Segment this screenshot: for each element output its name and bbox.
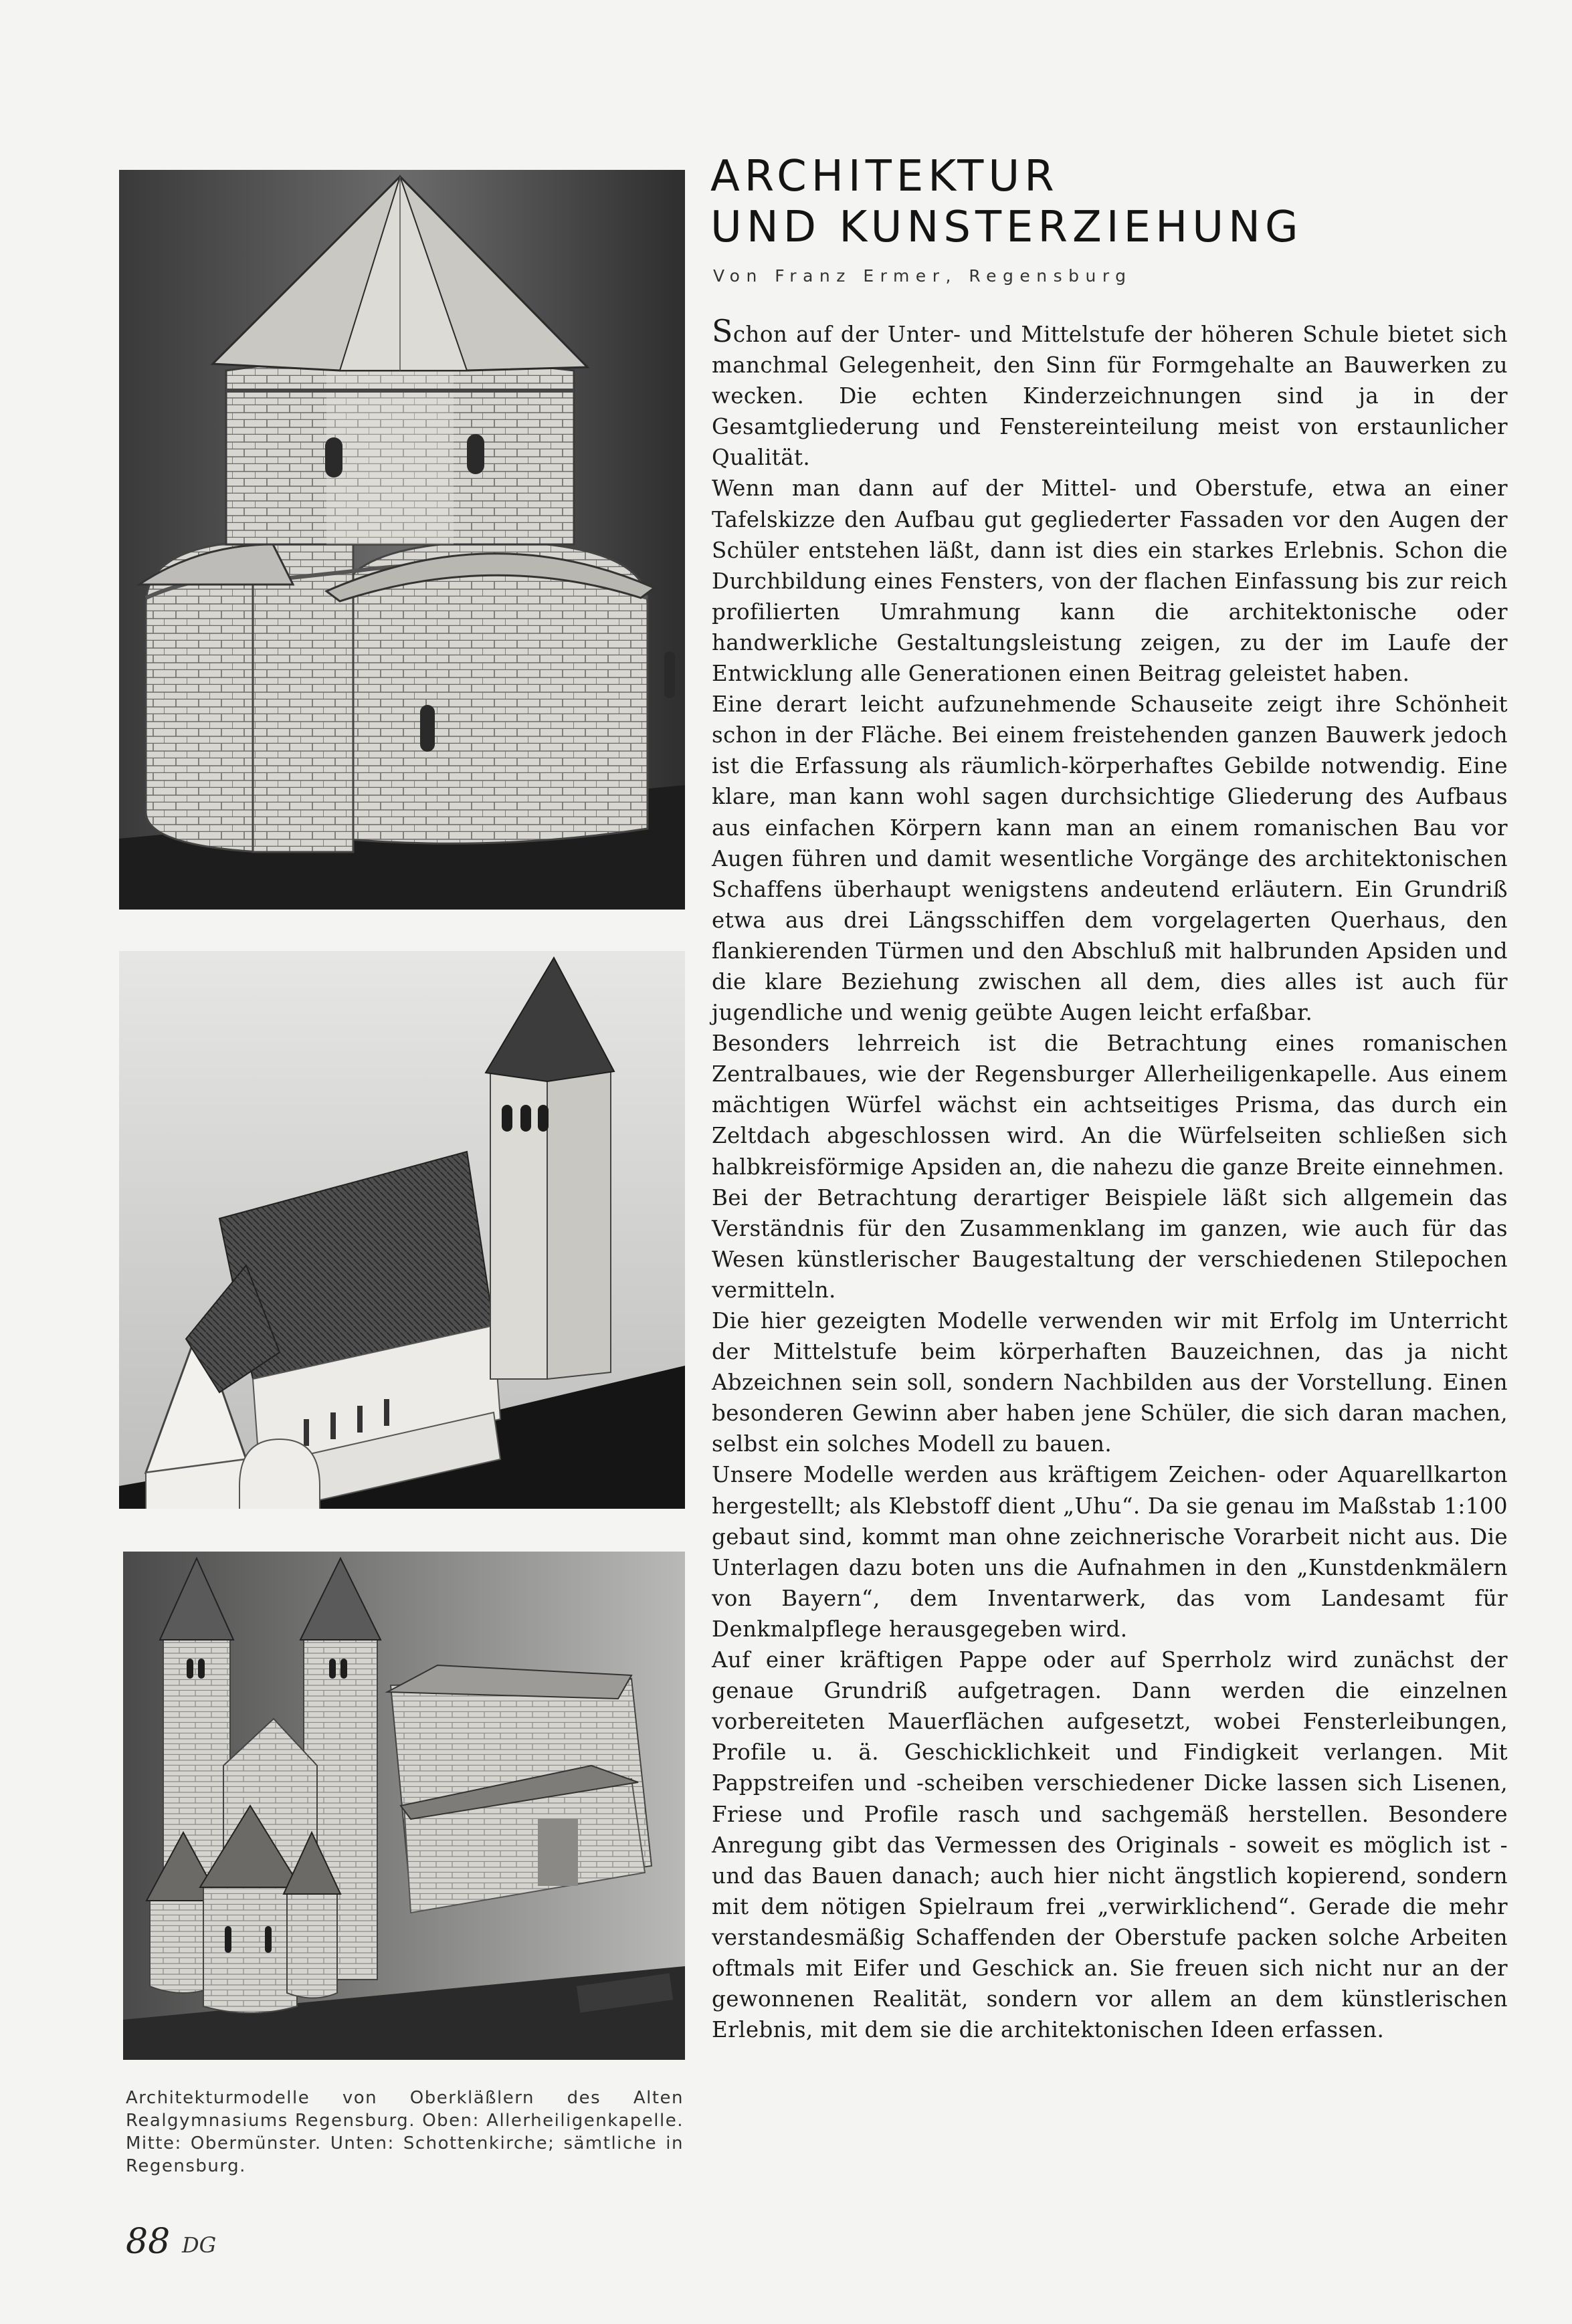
page-number: 88 — [126, 2222, 171, 2262]
paragraph-8: Auf einer kräftigen Pappe oder auf Sperrholz wird zunächst der genaue Grundriß aufgetragen. Dann werden die einzelnen vorbereiteten Mauerflächen aufgesetzt, wobei Fensterleibungen, Profile u. ä. Geschicklichkeit und Findigkeit verlangen. Mit Pappstreifen und -scheiben verschiedener Dicke lassen sich Lisenen, Friese und Profile rasch und sachgemäß herstellen. Besondere Anregung gibt das Vermessen des Originals - soweit es möglich ist - und das Bauen danach; auch hier nicht ängstlich kopierend, sondern mit dem nötigen Spielraum frei „verwirklichend“. Gerade die mehr verstandesmäßig Schaffenden der Oberstufe packen solche Arbeiten oftmals mit Eifer und Geschick an. Sie freuen sich nicht nur an der gewonnenen Realität, sondern vor allem an dem künstlerischen Erlebnis, mit dem sie die architektonischen Ideen erfassen. — [712, 1647, 1508, 2043]
article-title — [710, 151, 1513, 253]
author-line: Von Franz Ermer, Regensburg — [713, 266, 1133, 286]
paragraph-1-text: chon auf der Unter- und Mittelstufe der höheren Schule bietet sich manchmal Gelegenheit, den Sinn für Formgehalte an Bauwerken zu wecken. Die echten Kinderzeichnungen sind ja in der Gesamtgliederung und Fenstereinteilung meist von erstaunlicher Qualität. — [712, 322, 1508, 471]
photo-allerheiligenkapelle-model — [119, 170, 685, 910]
paragraph-7: Unsere Modelle werden aus kräftigem Zeichen- oder Aquarellkarton hergestellt; als Klebstoff dient „Uhu“. Da sie genau im Maßstab 1:100 gebaut sind, kommt man ohne zeichnerische Vorarbeit nicht aus. Die Unterlagen dazu boten uns die Aufnahmen in den „Kunstdenkmälern von Bayern“, dem Inventarwerk, das vom Landesamt für Denkmalpflege herausgegeben wird. — [712, 1462, 1508, 1642]
paragraph-6: Die hier gezeigten Modelle verwenden wir mit Erfolg im Unterricht der Mittelstufe beim körperhaften Bauzeichnen, das ja nicht Abzeichnen sein soll, sondern Nachbilden aus der Vorstellung. Einen besonderen Gewinn aber haben jene Schüler, die sich daran machen, selbst ein solches Modell zu bauen. — [712, 1308, 1508, 1457]
title-line-1: ARCHITEKTUR — [710, 152, 1059, 201]
photo-obermuenster-model — [119, 951, 685, 1509]
paragraph-4: Besonders lehrreich ist die Betrachtung eines romanischen Zentralbaues, wie der Regensburger Allerheiligenkapelle. Aus einem mächtigen Würfel wächst ein achtseitiges Prisma, das durch ein Zeltdach abgeschlossen wird. An die Würfelseiten schließen sich halbkreisförmige Apsiden an, die nahezu die ganze Breite einnehmen. — [712, 1031, 1508, 1180]
title-line-2: UND KUNSTERZIEHUNG — [710, 203, 1303, 252]
article-body — [712, 313, 1508, 2045]
paragraph-5: Bei der Betrachtung derartiger Beispiele läßt sich allgemein das Verständnis für den Zusammenklang im ganzen, wie auch für das Wesen künstlerischer Baugestaltung der verschiedenen Stilepochen vermitteln. — [712, 1184, 1508, 1303]
photo-schottenkirche-model — [123, 1552, 685, 2060]
drop-cap: S — [712, 313, 733, 349]
journal-abbreviation: DG — [182, 2232, 217, 2258]
paragraph-2: Wenn man dann auf der Mittel- und Oberstufe, etwa an einer Tafelskizze den Aufbau gut gegliederter Fassaden vor den Augen der Schüler entstehen läßt, dann ist dies ein starkes Erlebnis. Schon die Durchbildung eines Fensters, von der flachen Einfassung bis zur reich profilierten Umrahmung kann die architektonische oder handwerkliche Gestaltungsleistung zeigen, zu der im Laufe der Entwicklung alle Generationen einen Beitrag geleistet haben. — [712, 476, 1508, 687]
paragraph-3: Eine derart leicht aufzunehmende Schauseite zeigt ihre Schönheit schon in der Fläche. Bei einem freistehenden ganzen Bauwerk jedoch ist die Erfassung als räumlich-körperhaftes Gebilde notwendig. Eine klare, man kann wohl sagen durchsichtige Gliederung des Aufbaus aus einfachen Körpern kann man an einem romanischen Bau vor Augen führen und damit wesentliche Vorgänge des architektonischen Schaffens überhaupt wenigstens andeutend erläutern. Ein Grundriß etwa aus drei Längsschiffen dem vorgelagerten Querhaus, den flankierenden Türmen und den Abschluß mit halbrunden Apsiden und die klare Beziehung zwischen all dem, dies alles ist auch für jugendliche und wenig geübte Augen leicht erfaßbar. — [712, 692, 1508, 1026]
paragraph-1 — [712, 313, 1508, 473]
figure-caption: Architekturmodelle von Oberkläßlern des Alten Realgymnasiums Regensburg. Oben: Allerheiligenkapelle. Mitte: Obermünster. Unten: Schottenkirche; sämtliche in Regensburg. — [126, 2088, 684, 2176]
